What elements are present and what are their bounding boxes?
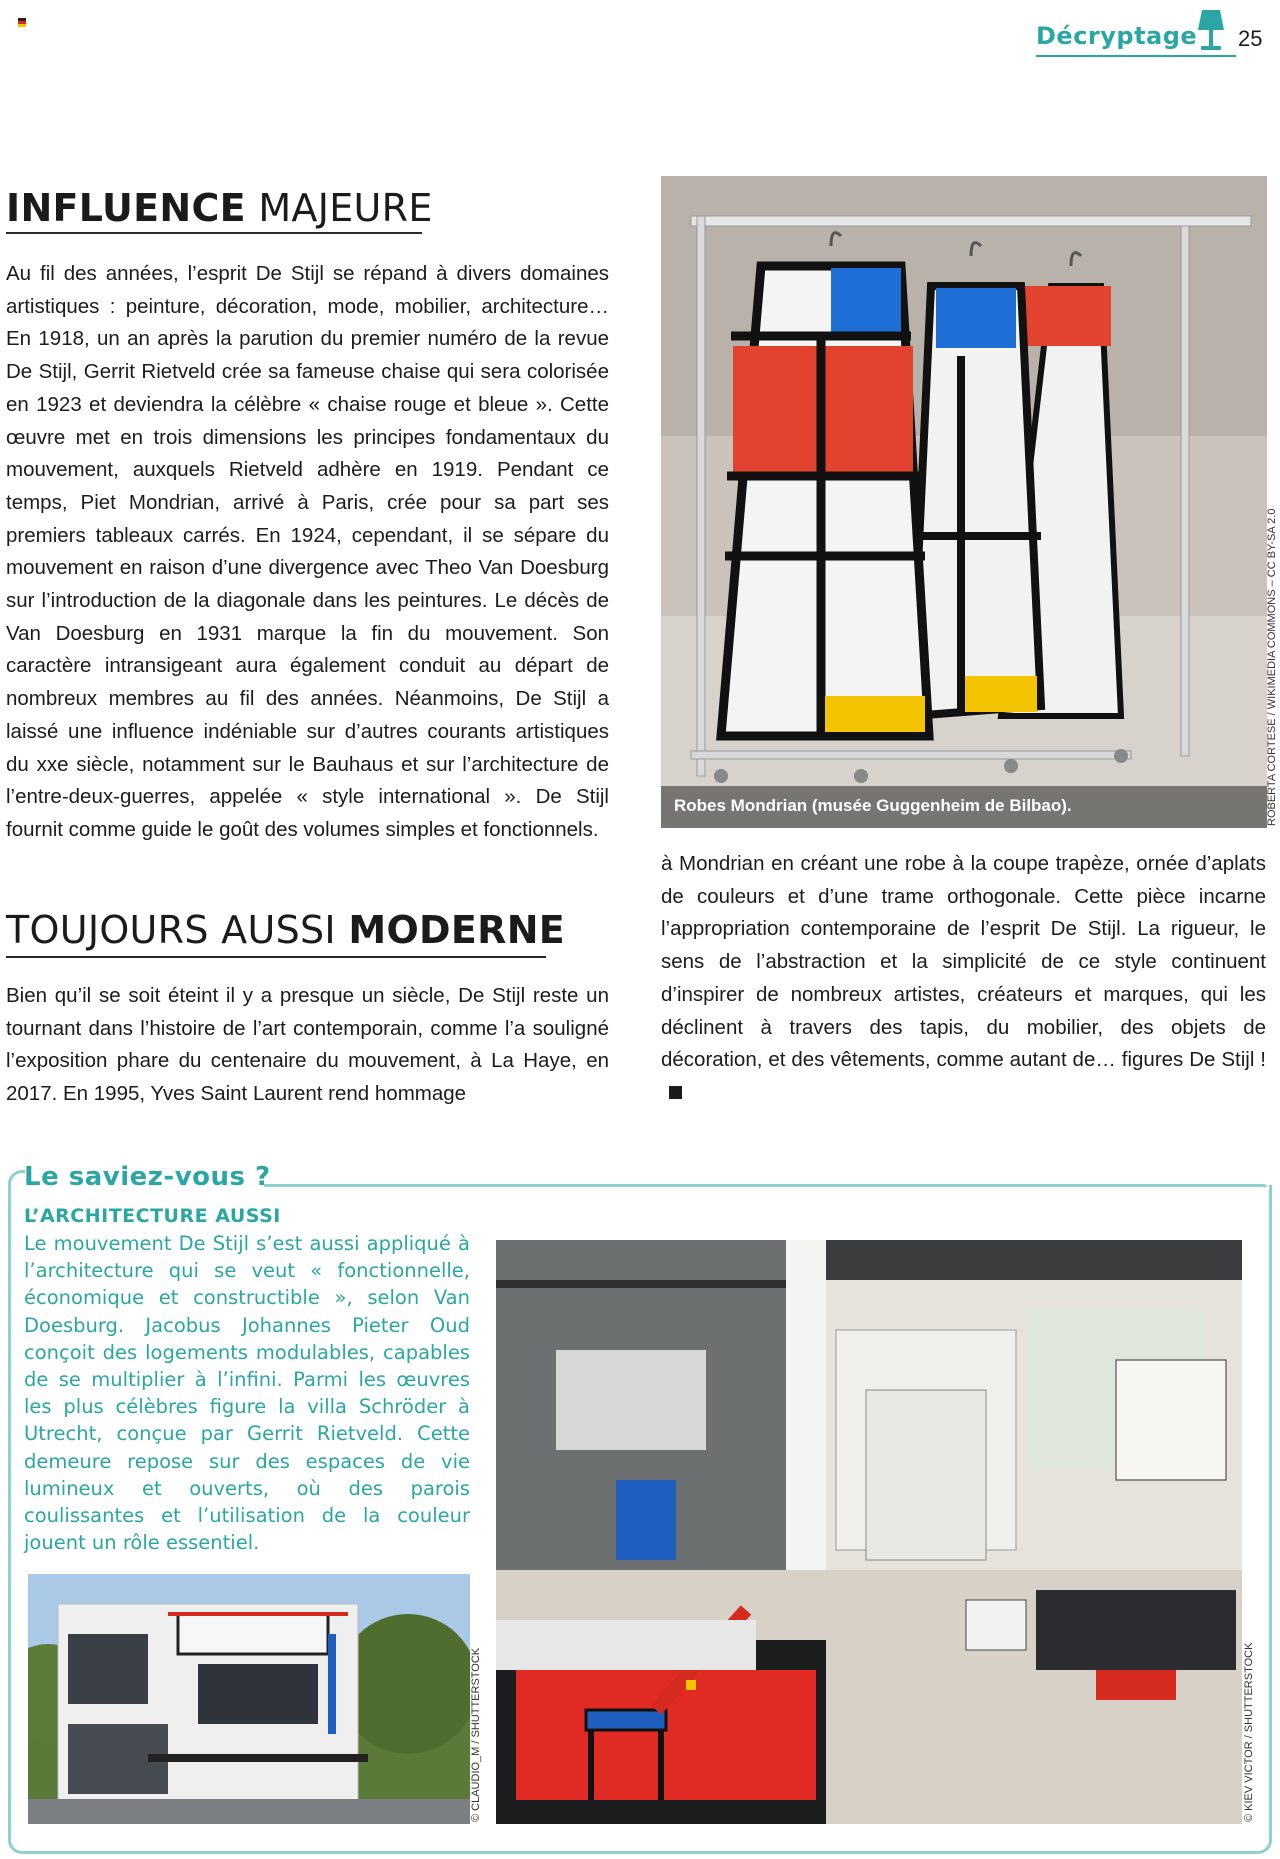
villa-schroder-illustration <box>28 1574 470 1824</box>
heading-bold: INFLUENCE <box>6 186 246 230</box>
photo-caption: Robes Mondrian (musée Guggenheim de Bilbao). <box>674 796 1072 815</box>
paragraph-moderne-right-text: à Mondrian en créant une robe à la coupe trapèze, ornée d’aplats de couleurs et d’une trame orthogonale. Cette pièce incarne l’appropriation contemporaine de l’esprit De Stijl. La rigueur, le sens de l’abstraction et la simplicité de ce style continuent d’inspirer de nombreux artistes, créateurs et marques, qui les déclinent à travers des tapis, du mobilier, des objets de décoration, et des vêtements, comme autant de… figures De Stijl ! <box>661 852 1266 1072</box>
sidebar-box-top-border <box>264 1184 1267 1187</box>
photo-credit-mondrian: ROBERTA CORTESE / WIKIMEDIA COMMONS – CC BY-SA 2.0 <box>1266 508 1278 826</box>
lamp-icon <box>1196 8 1226 52</box>
paragraph-influence: Au fil des années, l’esprit De Stijl se répand à divers domaines artistiques : peinture, décoration, mode, mobilier, architecture… En 1918, un an après la parution du premier numéro de la revue De Stijl, Gerrit Rietveld crée sa fameuse chaise qui sera colorisée en 1923 et deviendra la célèbre « chaise rouge et bleue ». Cette œuvre met en trois dimensions les principes fondamentaux du mouvement, auxquels Rietveld adhère en 1919. Pendant ce temps, Piet Mondrian, arrivé à Paris, crée pour sa part ses premiers tableaux carrés. En 1924, cependant, il se sépare du mouvement en raison d’une divergence avec Theo Van Doesburg sur l’introduction de la diagonale dans les peintures. Le décès de Van Doesburg en 1931 marque la fin du mouvement. Son caractère intransigeant aura également conduit au départ de nombreux membres au fil des années. Néanmoins, De Stijl a laissé une influence indéniable sur d’autres courants artistiques du xxe siècle, notamment sur le Bauhaus et sur l’architecture de l’entre-deux-guerres, appelée « style international ». De Stijl fournit comme guide le goût des volumes simples et fonctionnels. <box>6 262 609 841</box>
heading-rule <box>6 232 422 234</box>
sidebar-box-corner <box>8 1170 25 1189</box>
page-number: 25 <box>1238 26 1263 51</box>
heading-light: TOUJOURS AUSSI <box>6 908 336 952</box>
villa-interior-photo <box>496 1240 1242 1824</box>
photo-credit-house: © CLAUDIO_M / SHUTTERSTOCK <box>470 1647 482 1822</box>
mondrian-dresses-photo <box>661 176 1267 828</box>
sidebar-box-title: Le saviez-vous ? <box>24 1162 271 1192</box>
paragraph-moderne-left: Bien qu’il se soit éteint il y a presque un siècle, De Stijl reste un tournant dans l’histoire de l’art contemporain, comme l’a souligné l’exposition phare du centenaire du mouvement, à La Haye, en 2017. En 1995, Yves Saint Laurent rend hommage <box>6 984 609 1106</box>
heading-light: MAJEURE <box>258 186 433 230</box>
mondrian-dresses-illustration <box>661 176 1267 828</box>
flag-icon <box>18 18 26 27</box>
sidebar-box-text: Le mouvement De Stijl s’est aussi appliqué à l’architecture qui se veut « fonctionnelle, économique et constructible », selon Van Doesburg. Jacobus Johannes Pieter Oud conçoit des logements modulables, capables de se multiplier à l’infini. Parmi les œuvres les plus célèbres figure la villa Schröder à Utrecht, conçue par Gerrit Rietveld. Cette demeure repose sur des espaces de vie lumineux et ouverts, où des parois coulissantes et l’utilisation de la couleur jouent un rôle essentiel. <box>24 1232 470 1555</box>
heading-rule <box>6 956 546 958</box>
villa-schroder-photo <box>28 1574 470 1824</box>
section-title: Décryptage <box>1036 22 1198 50</box>
photo-credit-interior: © KIEV VICTOR / SHUTTERSTOCK <box>1243 1642 1255 1822</box>
heading-bold: MODERNE <box>348 908 566 952</box>
heading-toujours-moderne <box>6 908 565 952</box>
section-underline <box>1036 55 1236 57</box>
paragraph-moderne-right <box>661 848 1266 1110</box>
sidebar-box-subtitle: L’ARCHITECTURE AUSSI <box>24 1205 281 1227</box>
villa-interior-illustration <box>496 1240 1242 1824</box>
end-square-icon <box>669 1086 682 1099</box>
heading-influence-majeure <box>6 186 433 230</box>
